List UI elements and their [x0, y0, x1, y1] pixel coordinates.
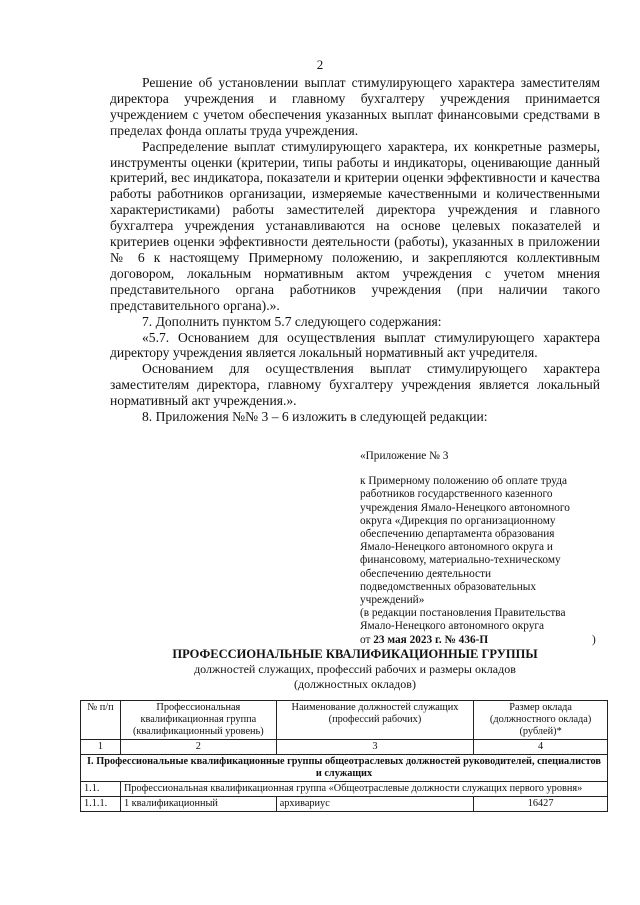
position-name: архивариус	[276, 797, 474, 812]
heading-subtitle: (должностных окладов)	[294, 676, 416, 691]
section-title: I. Профессиональные квалификационные группы общеотраслевых должностей руководителей, специалистов и служащих	[81, 755, 608, 782]
column-number-row	[81, 740, 608, 755]
appendix-block	[360, 450, 610, 647]
appendix-line: учреждения Ямало-Ненецкого автономного	[360, 501, 570, 514]
appendix-line: финансовому, материально-техническому	[360, 554, 561, 567]
salary-value: 16427	[474, 797, 608, 812]
table-row	[81, 782, 608, 797]
appendix-line: учреждений»	[360, 594, 425, 607]
heading-subtitle: должностей служащих, профессий рабочих и размеры окладов	[194, 662, 516, 676]
paragraph: «5.7. Основанием для осуществления выплат стимулирующего характера директору учреждения является локальный нормативный акт учредителя.	[110, 329, 600, 361]
table-row	[81, 797, 608, 812]
appendix-line: подведомственных образовательных	[360, 580, 537, 593]
appendix-line: работников государственного казенного	[360, 488, 553, 501]
qualification-table	[80, 700, 608, 812]
group-name: Профессиональная квалификационная группа «Общеотраслевые должности служащих первого уровня»	[120, 782, 607, 797]
header-cell: № п/п	[81, 701, 121, 740]
row-number: 1.1.	[81, 782, 121, 797]
column-number: 2	[120, 740, 276, 755]
appendix-line: к Примерному положению об оплате труда	[360, 475, 567, 488]
heading-title: ПРОФЕССИОНАЛЬНЫЕ КВАЛИФИКАЦИОННЫЕ ГРУППЫ	[172, 647, 538, 661]
page-number: 2	[316, 57, 324, 72]
appendix-line: округа «Дирекция по организационному	[360, 514, 556, 527]
paragraph: Решение об установлении выплат стимулирующего характера заместителям директора учреждения и главному бухгалтеру учреждения принимается учреждением с учетом обеспечения указанных выплат финансовыми средствами в пределах фонда оплаты труда учреждения.	[110, 75, 600, 138]
decree-date: 23 мая 2023 г. № 436-П	[373, 633, 489, 646]
header-cell: Размер оклада (должностного оклада) (рублей)*	[474, 701, 608, 740]
header-cell: Наименование должностей служащих (профессий рабочих)	[276, 701, 474, 740]
header-cell: Профессиональная квалификационная группа (квалификационный уровень)	[120, 701, 276, 740]
row-number: 1.1.1.	[81, 797, 121, 812]
appendix-date-line	[360, 634, 610, 647]
body-text	[110, 75, 600, 425]
paragraph: Основанием для осуществления выплат стимулирующего характера заместителям директора, главному бухгалтеру учреждения является локальный нормативный акт учреждения.».	[110, 361, 600, 409]
qualification-level: 1 квалификационный	[120, 797, 276, 812]
document-heading	[110, 647, 600, 691]
section-row	[81, 755, 608, 782]
appendix-line: обеспечению департамента образования	[360, 528, 555, 541]
paragraph: 8. Приложения №№ 3 – 6 изложить в следующей редакции:	[142, 409, 488, 425]
column-number: 4	[474, 740, 608, 755]
paragraph: Распределение выплат стимулирующего характера, их конкретные размеры, инструменты оценки (критерии, типы работы и индикаторы, оценивающие данный критерий, вес индикатора, показатели и критерии оценки эффективности и качества работы работников организации, измеряемые качественными и количественными характеристиками) работы заместителей директора учреждения и главного бухгалтера учреждения устанавливаются на основе целевых показателей и критериев оценки эффективности деятельности (работы), указанных в приложении № 6 к настоящему Примерному положению, и закрепляются коллективным договором, локальным нормативным актом учреждения с учетом мнения представительного органа работников учреждения (при наличии такого представительного органа).».	[110, 138, 600, 313]
appendix-line: обеспечению деятельности	[360, 567, 492, 580]
column-number: 1	[81, 740, 121, 755]
date-prefix: от	[360, 633, 371, 646]
appendix-title: «Приложение № 3	[360, 450, 449, 462]
closing-paren: )	[592, 633, 596, 646]
appendix-line: Ямало-Ненецкого автономного округа и	[360, 541, 553, 554]
appendix-line: (в редакции постановления Правительства	[360, 607, 566, 620]
table-header-row	[81, 701, 608, 740]
appendix-lines	[360, 475, 610, 647]
appendix-line: Ямало-Ненецкого автономного округа	[360, 620, 545, 633]
column-number: 3	[276, 740, 474, 755]
paragraph: 7. Дополнить пунктом 5.7 следующего содержания:	[142, 313, 442, 329]
